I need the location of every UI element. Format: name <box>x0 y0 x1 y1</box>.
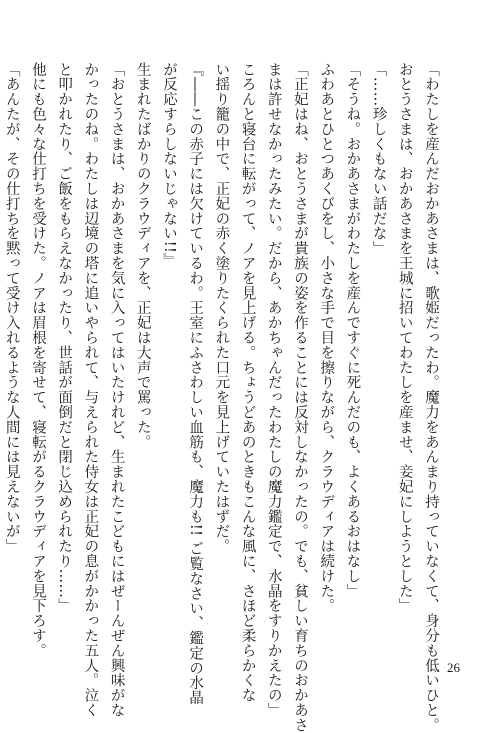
text-line: 『――この赤子には欠けているわ。王室にふさわしい血筋も、魔力も!! ご覧なさい、鑑定の水晶 <box>187 62 204 706</box>
text-line: まは許せなかったみたい。だから、あかちゃんだったわたしの魔力鑑定で、水晶をすりかえたの」 <box>265 62 282 718</box>
text-line: 「正妃はね、おとうさまが貴族の姿を作ることには反対しなかったの。でも、貧しい育ちのおかあさ <box>291 62 308 733</box>
text-line: 「おとうさまは、おかあさまを気に入ってはいたけれど、生まれたこどもにはぜーんぜん興味がな <box>108 62 125 718</box>
text-line: が反応すらしないじゃない!!』 <box>160 62 177 269</box>
body-text <box>0 62 444 733</box>
text-line: 「わたしを産んだおかあさまは、歌姫だったわ。魔力をあんまり持っていなくて、身分も低いひと。 <box>423 62 439 733</box>
text-line: と叩かれたり、ご飯をもらえなかったり、世話が面倒だと閉じ込められたり……」 <box>56 62 73 614</box>
text-line: おとうさまは、おかあさまを王城に招いてわたしを産ませ、妾妃にしようとした」 <box>396 62 413 614</box>
text-line: かったのね。わたしは辺境の塔に追いやられて、与えられた侍女は正妃の息がかかった五人。泣く <box>82 62 99 718</box>
text-line: 「そうね。おかあさまがわたしを産んですぐに死んだのも、よくあるおはなし」 <box>344 62 361 599</box>
text-line: い揺り籠の中で、正妃の赤く塗りたくられた口元を見上げていたはずだ。 <box>213 62 230 554</box>
text-line: 他にも色々な仕打ちを受けた。ノアは眉根を寄せて、寝転がるクラウディアを見下ろす。 <box>29 62 46 658</box>
text-line: ふわあとひとつあくびをし、小さな手で目を擦りながら、クラウディアは続けた。 <box>318 62 335 614</box>
text-line: 「あんたが、その仕打ちを黙って受け入れるような人間には見えないが」 <box>3 62 20 554</box>
page-number: 26 <box>447 660 460 675</box>
text-line: 「……珍しくもない話だな」 <box>370 62 387 256</box>
text-line: 生まれたばかりのクラウディアを、正妃は大声で罵った。 <box>134 62 151 450</box>
text-line: ころんと寝台に転がって、ノアを見上げる。ちょうどあのときもこんな風に、さほど柔らかくな <box>239 62 256 703</box>
